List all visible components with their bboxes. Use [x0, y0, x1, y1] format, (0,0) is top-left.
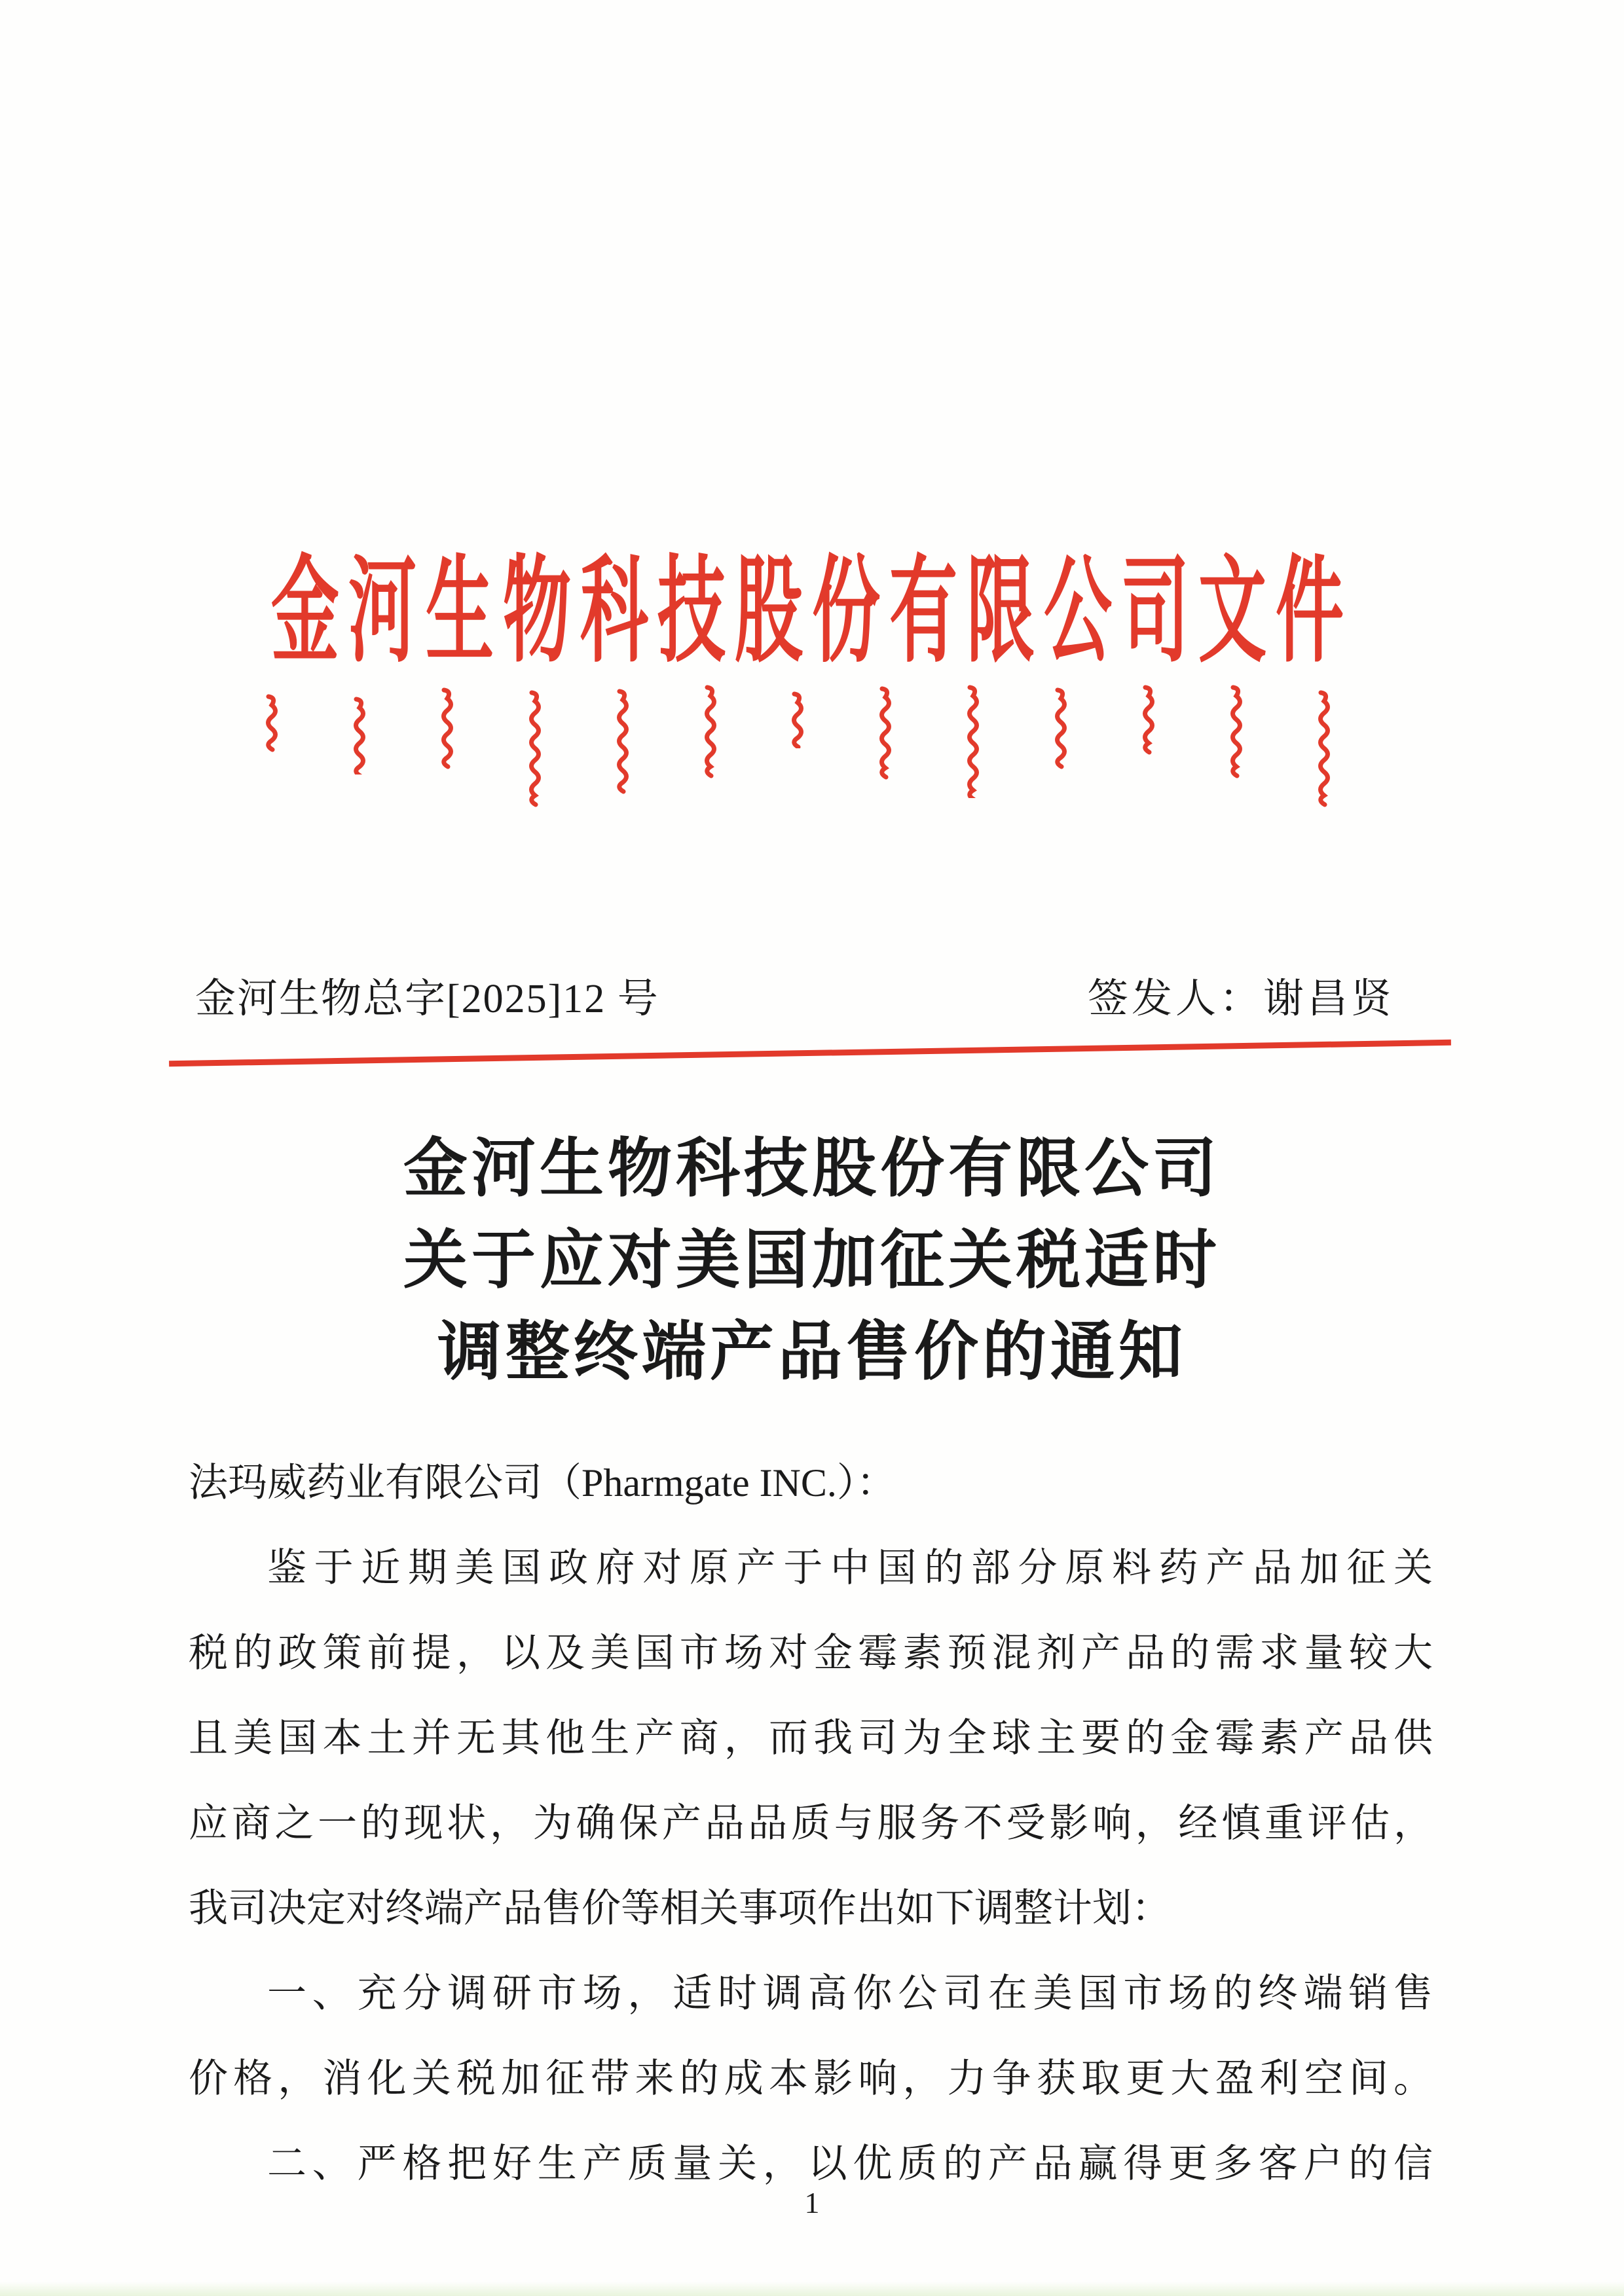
issuer-label: 签发人： [1087, 977, 1263, 1021]
mongolian-letter-icon [869, 685, 894, 782]
mongolian-letter-icon [519, 689, 544, 810]
body-line: 价格，消化关税加征带来的成本影响，力争获取更大盈利空间。 [189, 2057, 1433, 2100]
body-line: 税的政策前提，以及美国市场对金霉素预混剂产品的需求量较大 [189, 1631, 1433, 1675]
body-line: 鉴于近期美国政府对原产于中国的部分原料药产品加征关 [267, 1546, 1433, 1590]
issuer [1088, 977, 1395, 1021]
mongolian-letter-icon [694, 684, 719, 785]
doc-title-line: 金河生物科技股份有限公司 [403, 1134, 1221, 1205]
mongolian-letter-icon [957, 684, 982, 798]
red-separator-line [169, 1040, 1451, 1066]
mongolian-letter-icon [1044, 687, 1069, 776]
document-title [0, 1123, 1624, 1398]
body-line: 且美国本土并无其他生产商，而我司为全球主要的金霉素产品供 [189, 1717, 1433, 1760]
doc-number: 金河生物总字[2025]12 号 [195, 977, 659, 1021]
mongolian-letter-icon [1220, 684, 1245, 780]
letterhead-title: 金河生物科技股份有限公司文件 [270, 548, 1353, 677]
doc-title-line: 调整终端产品售价的通知 [437, 1317, 1187, 1388]
page-number: 1 [804, 2186, 820, 2219]
body-line: 我司决定对终端产品售价等相关事项作出如下调整计划： [189, 1887, 1171, 1930]
mongolian-letter-icon [781, 691, 806, 748]
mongolian-letter-icon [1308, 689, 1333, 807]
document-meta-row [195, 977, 1395, 1021]
mongolian-letter-icon [431, 687, 456, 774]
doc-title-line: 关于应对美国加征关税适时 [403, 1226, 1221, 1296]
body-line: 二、严格把好生产质量关，以优质的产品赢得更多客户的信 [267, 2142, 1433, 2185]
document-body [189, 1440, 1433, 2206]
body-line: 应商之一的现状，为确保产品品质与服务不受影响，经慎重评估， [189, 1802, 1433, 1845]
body-line: 法玛威药业有限公司（Pharmgate INC.）： [189, 1461, 896, 1504]
body-line: 一、充分调研市场，适时调高你公司在美国市场的终端销售 [267, 1972, 1433, 2015]
mongolian-letter-icon [255, 693, 280, 755]
mongolian-letter-icon [343, 696, 368, 774]
mongolian-letter-icon [606, 688, 631, 799]
issuer-name: 谢昌贤 [1263, 977, 1395, 1021]
mongolian-letter-icon [1132, 684, 1157, 755]
scanner-edge-artifact [0, 2282, 1624, 2296]
mongolian-script [255, 684, 1333, 810]
